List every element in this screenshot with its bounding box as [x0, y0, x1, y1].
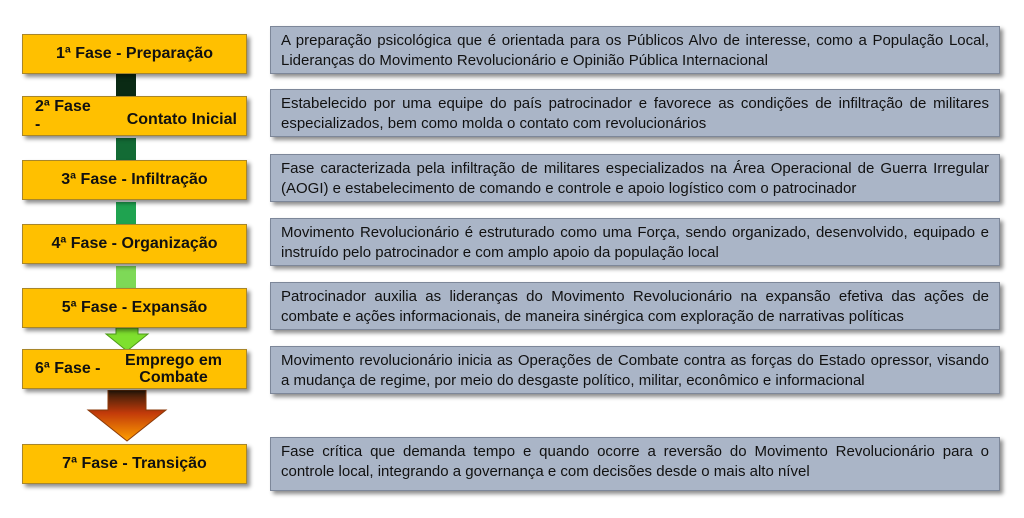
phase-3-box	[22, 160, 247, 200]
phase-4-label: 4ª Fase - Organização	[51, 235, 218, 252]
phase-2-description: Estabelecido por uma equipe do país patrocinador e favorece as condições de infiltração de militares especializados, bem como molda o contato com revolucionários	[270, 89, 1000, 137]
phase-4-box	[22, 224, 247, 264]
phase-6-description: Movimento revolucionário inicia as Operações de Combate contra as forças do Estado opressor, visando a mudança de regime, por meio do desgaste político, militar, econômico e informacional	[270, 346, 1000, 394]
phase-7-label: 7ª Fase - Transição	[62, 455, 207, 472]
phase-4-description: Movimento Revolucionário é estruturado como uma Força, sendo organizado, desenvolvido, equipado e instruído pelo patrocinador e com amplo apoio da população local	[270, 218, 1000, 266]
phase-7-description: Fase crítica que demanda tempo e quando ocorre a reversão do Movimento Revolucionário para o controle local, integrando a governança e com decisões desde o mais alto nível	[270, 437, 1000, 491]
arrow-down-gradient	[86, 390, 168, 442]
phase-7-box	[22, 444, 247, 484]
phase-1-label: 1ª Fase - Preparação	[55, 45, 214, 62]
phase-3-label: 3ª Fase - Infiltração	[61, 171, 208, 188]
connector-1-2	[116, 74, 136, 96]
phase-1-description: A preparação psicológica que é orientada para os Públicos Alvo de interesse, como a População Local, Lideranças do Movimento Revolucionário e Opinião Pública Internacional	[270, 26, 1000, 74]
connector-4-5	[116, 266, 136, 288]
phase-1-box	[22, 34, 247, 74]
phase-5-box	[22, 288, 247, 328]
phase-5-description: Patrocinador auxilia as lideranças do Movimento Revolucionário na expansão efetiva das ações de combate e ações informacionais, de maneira sinérgica com exploração de narrativas políticas	[270, 282, 1000, 330]
phase-6-label: 6ª Fase -	[35, 360, 101, 377]
phase-6-box	[22, 349, 247, 389]
phase-2-label: 2ª Fase -	[35, 98, 91, 133]
phase-2-sublabel: Contato Inicial	[126, 110, 237, 128]
connector-3-4	[116, 202, 136, 224]
phase-2-box	[22, 96, 247, 136]
phase-6-sublabel: Emprego em Combate	[125, 352, 222, 386]
connector-2-3	[116, 138, 136, 160]
phase-3-description: Fase caracterizada pela infiltração de militares especializados na Área Operacional de Guerra Irregular (AOGI) e estabelecimento de comando e controle e apoio logístico com o patrocinador	[270, 154, 1000, 202]
phase-5-label: 5ª Fase - Expansão	[61, 299, 208, 316]
